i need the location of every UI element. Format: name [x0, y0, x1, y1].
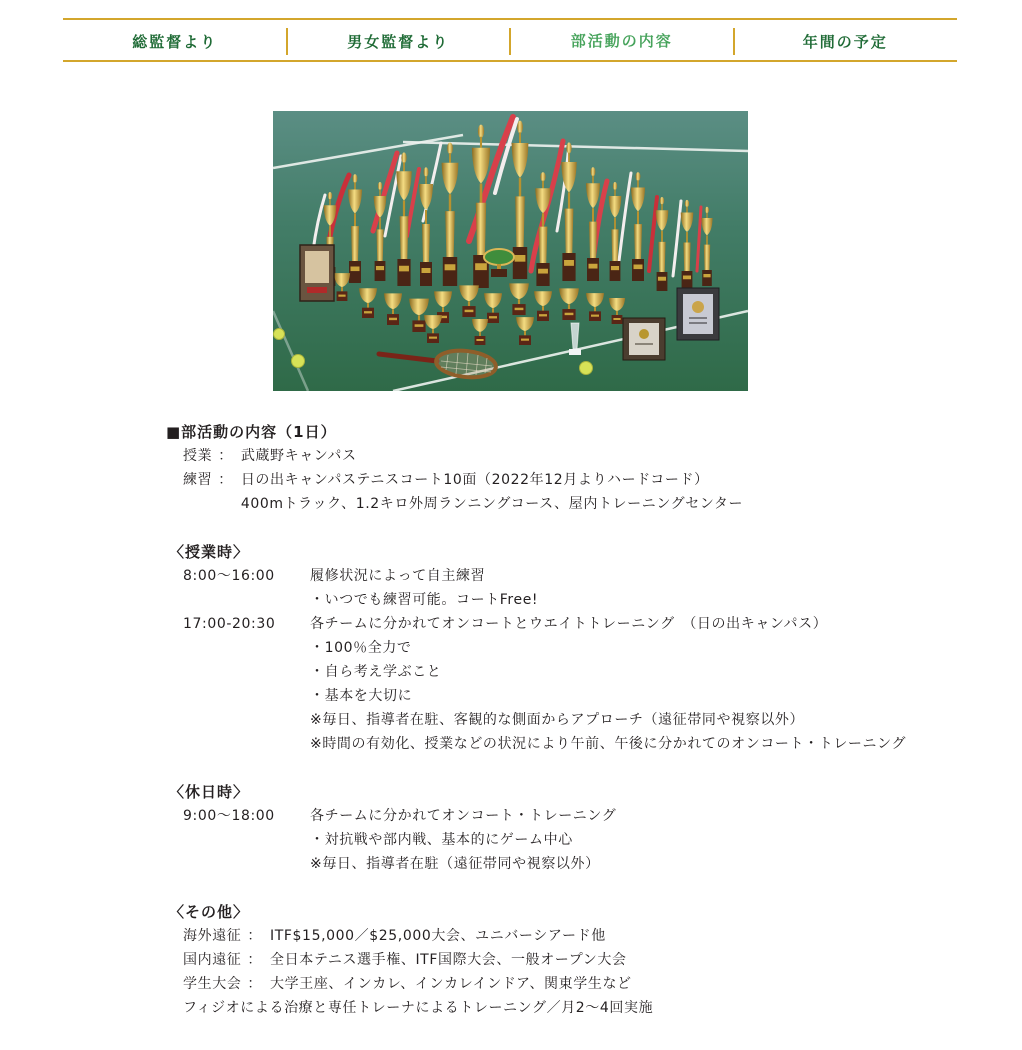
nav-divider — [733, 28, 735, 55]
daily-overview — [166, 420, 946, 516]
other-value: 大学王座、インカレ、インカレインドア、関東学生など — [270, 976, 632, 992]
schedule-line: 各チームに分かれてオンコートとウエイトトレーニング （日の出キャンパス） — [310, 616, 828, 632]
holiday-entries — [166, 804, 946, 876]
nav-divider — [509, 28, 511, 55]
overview-label: 練習 — [183, 472, 213, 488]
other-label: 海外遠征 — [183, 928, 242, 944]
section-nav — [63, 18, 957, 62]
nav-tab-head-coach[interactable] — [63, 20, 287, 60]
nav-tab-club-activities[interactable] — [510, 20, 734, 60]
plaque-right-lower — [623, 318, 665, 360]
nav-tab-label: 部活動の内容 — [570, 31, 673, 50]
other-info — [166, 900, 946, 1020]
overview-value — [241, 468, 946, 516]
schedule-time: 8:00〜16:00 — [183, 568, 275, 584]
club-activity-content — [166, 420, 946, 1020]
nav-tab-label: 年間の予定 — [802, 33, 888, 51]
weekday-schedule — [166, 540, 946, 756]
other-label: 学生大会 — [183, 976, 242, 992]
other-note: フィジオによる治療と専任トレーナによるトレーニング／月2〜4回実施 — [183, 1000, 654, 1016]
schedule-time: 9:00〜18:00 — [183, 808, 275, 824]
schedule-line: ※時間の有効化、授業などの状況により午前、午後に分かれてのオンコート・トレーニング — [310, 736, 907, 752]
schedule-line: ・対抗戦や部内戦、基本的にゲーム中心 — [310, 832, 573, 848]
schedule-details — [310, 804, 946, 876]
holiday-schedule — [166, 780, 946, 876]
schedule-line: 各チームに分かれてオンコート・トレーニング — [310, 808, 617, 824]
other-value: 全日本テニス選手権、ITF国際大会、一般オープン大会 — [270, 952, 627, 968]
nav-divider — [286, 28, 288, 55]
label-separator: ： — [247, 976, 263, 992]
weekday-entries — [166, 564, 946, 756]
holiday-heading: 〈休日時〉 — [169, 783, 250, 801]
schedule-line: 履修状況によって自主練習 — [310, 568, 486, 584]
plaque-right-upper — [677, 288, 719, 340]
other-label: 国内遠征 — [183, 952, 242, 968]
label-separator: ： — [218, 472, 233, 488]
nav-tab-annual-schedule[interactable] — [734, 20, 958, 60]
nav-tab-label: 男女監督より — [347, 33, 450, 51]
overview-value-extra: 400mトラック、1.2キロ外周ランニングコース、屋内トレーニングセンター — [240, 496, 744, 512]
schedule-line: ・いつでも練習可能。コートFree! — [310, 592, 539, 608]
schedule-line: ※毎日、指導者在駐（遠征帯同や視察以外） — [310, 856, 600, 872]
overview-heading: ■部活動の内容（1日） — [166, 423, 337, 441]
trophies-photo — [273, 111, 748, 391]
schedule-line: ・100％全力で — [310, 640, 412, 656]
other-value: ITF$15,000／$25,000大会、ユニバーシアード他 — [270, 928, 606, 944]
schedule-details — [310, 564, 946, 612]
schedule-line: ・基本を大切に — [310, 688, 413, 704]
overview-value-text: 武蔵野キャンパス — [240, 448, 357, 464]
schedule-line: ・自ら考え学ぶこと — [310, 664, 442, 680]
plaque-left — [300, 245, 334, 301]
overview-list — [166, 444, 946, 516]
overview-label: 授業 — [183, 448, 213, 464]
label-separator: ： — [247, 928, 263, 944]
nav-tab-team-coaches[interactable] — [287, 20, 511, 60]
other-heading: 〈その他〉 — [169, 903, 250, 921]
schedule-time: 17:00-20:30 — [183, 616, 276, 632]
overview-value — [241, 444, 946, 468]
label-separator: ： — [218, 448, 233, 464]
weekday-heading: 〈授業時〉 — [169, 543, 250, 561]
schedule-details — [310, 612, 946, 756]
nav-tab-label: 総監督より — [132, 33, 218, 51]
other-list — [166, 924, 946, 996]
overview-value-text: 日の出キャンパステニスコート10面（2022年12月よりハードコード） — [240, 472, 709, 488]
schedule-line: ※毎日、指導者在駐、客観的な側面からアプローチ（遠征帯同や視察以外） — [310, 712, 805, 728]
label-separator: ： — [247, 952, 263, 968]
